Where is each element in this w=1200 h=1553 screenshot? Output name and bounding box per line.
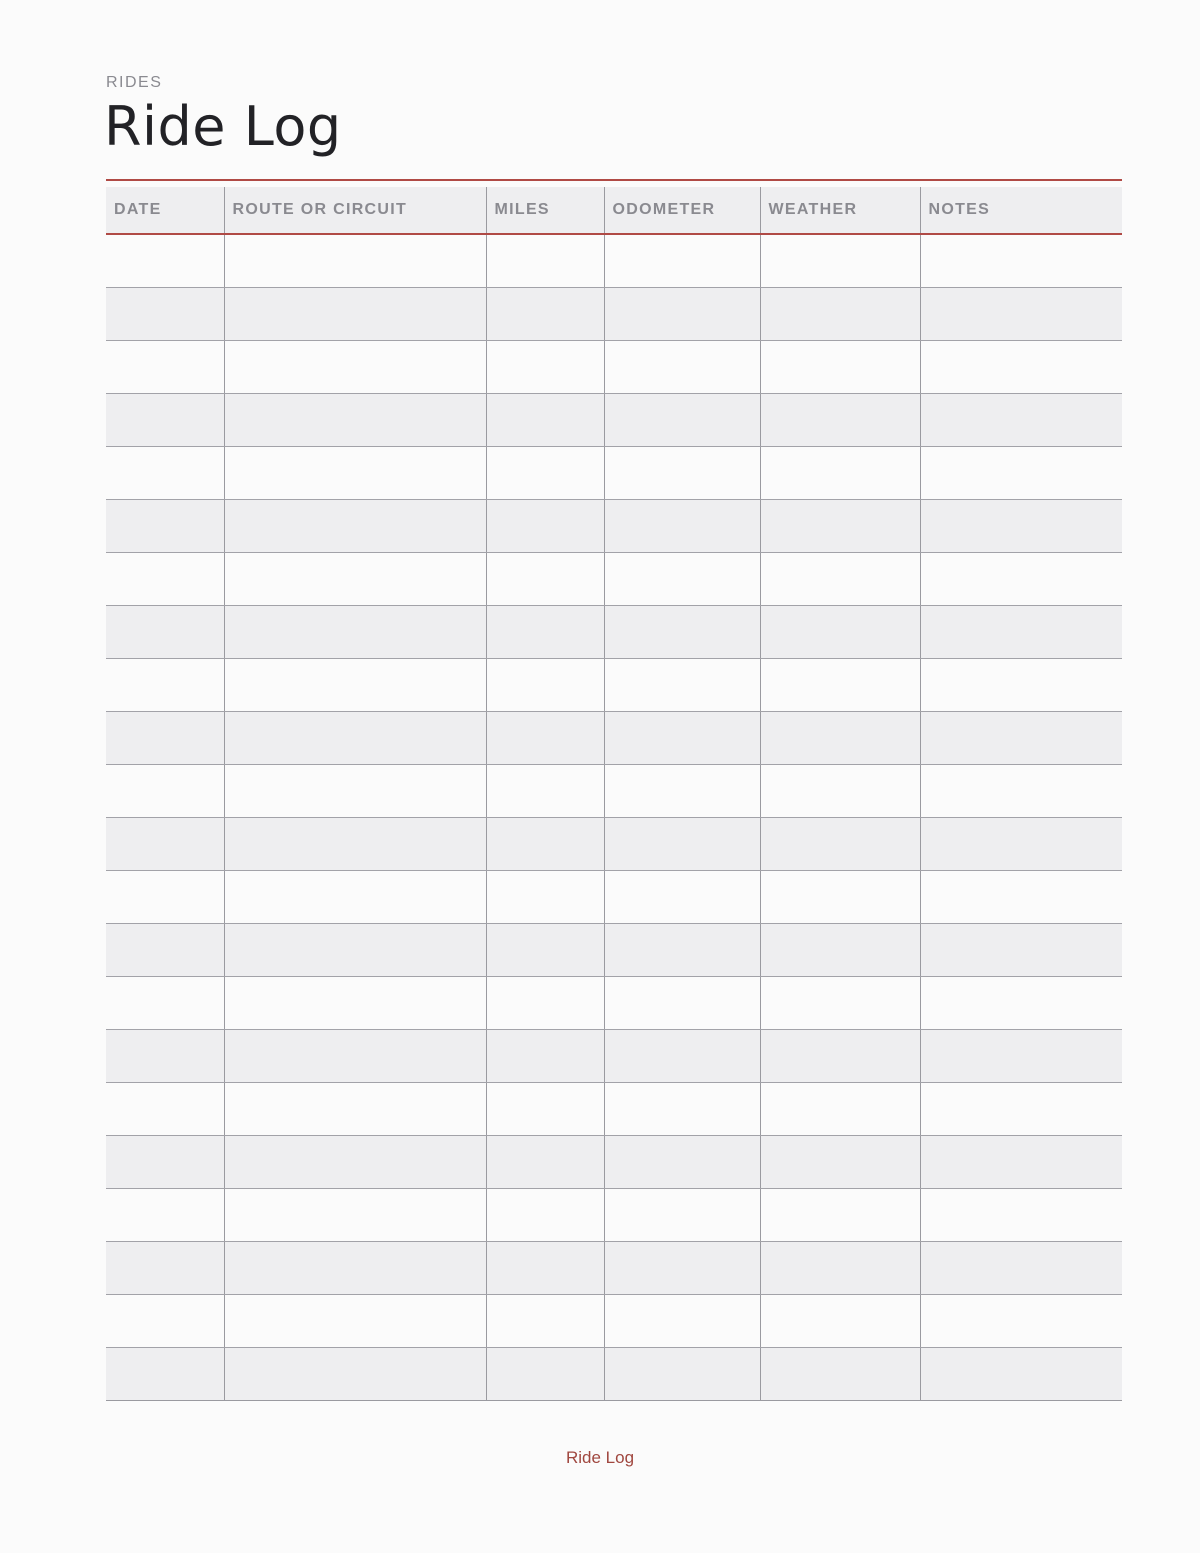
cell-date[interactable] <box>106 1083 224 1136</box>
cell-miles[interactable] <box>486 394 604 447</box>
cell-weather[interactable] <box>760 606 920 659</box>
cell-weather[interactable] <box>760 1348 920 1401</box>
cell-odometer[interactable] <box>604 1083 760 1136</box>
column-header-miles: MILES <box>486 187 604 234</box>
cell-odometer[interactable] <box>604 553 760 606</box>
cell-weather[interactable] <box>760 871 920 924</box>
cell-date[interactable] <box>106 818 224 871</box>
table-row <box>106 977 1122 1030</box>
cell-date[interactable] <box>106 1136 224 1189</box>
table-row <box>106 1348 1122 1401</box>
cell-weather[interactable] <box>760 288 920 341</box>
cell-odometer[interactable] <box>604 234 760 288</box>
cell-odometer[interactable] <box>604 1242 760 1295</box>
cell-route[interactable] <box>224 394 486 447</box>
cell-weather[interactable] <box>760 818 920 871</box>
cell-weather[interactable] <box>760 1136 920 1189</box>
cell-date[interactable] <box>106 500 224 553</box>
cell-odometer[interactable] <box>604 394 760 447</box>
cell-notes[interactable] <box>920 1083 1122 1136</box>
title-divider <box>106 179 1122 181</box>
cell-route[interactable] <box>224 234 486 288</box>
cell-weather[interactable] <box>760 553 920 606</box>
cell-date[interactable] <box>106 765 224 818</box>
table-row <box>106 1030 1122 1083</box>
cell-date[interactable] <box>106 924 224 977</box>
cell-notes[interactable] <box>920 500 1122 553</box>
cell-route[interactable] <box>224 924 486 977</box>
column-header-date: DATE <box>106 187 224 234</box>
cell-odometer[interactable] <box>604 1030 760 1083</box>
cell-miles[interactable] <box>486 1348 604 1401</box>
cell-date[interactable] <box>106 394 224 447</box>
cell-weather[interactable] <box>760 341 920 394</box>
table-row <box>106 871 1122 924</box>
cell-notes[interactable] <box>920 394 1122 447</box>
column-header-route: ROUTE OR CIRCUIT <box>224 187 486 234</box>
cell-route[interactable] <box>224 712 486 765</box>
table-row <box>106 606 1122 659</box>
cell-date[interactable] <box>106 977 224 1030</box>
table-row <box>106 1295 1122 1348</box>
cell-odometer[interactable] <box>604 818 760 871</box>
cell-route[interactable] <box>224 659 486 712</box>
cell-notes[interactable] <box>920 818 1122 871</box>
cell-notes[interactable] <box>920 1189 1122 1242</box>
cell-route[interactable] <box>224 1295 486 1348</box>
page-footer: Ride Log <box>565 1448 635 1467</box>
table-header-row <box>106 187 1122 234</box>
section-label: RIDES <box>106 74 163 91</box>
cell-miles[interactable] <box>486 500 604 553</box>
cell-miles[interactable] <box>486 1189 604 1242</box>
cell-miles[interactable] <box>486 447 604 500</box>
cell-miles[interactable] <box>486 924 604 977</box>
cell-miles[interactable] <box>486 659 604 712</box>
cell-route[interactable] <box>224 1189 486 1242</box>
cell-notes[interactable] <box>920 1242 1122 1295</box>
table-body <box>106 234 1122 1401</box>
table-row <box>106 394 1122 447</box>
cell-route[interactable] <box>224 341 486 394</box>
cell-odometer[interactable] <box>604 871 760 924</box>
cell-date[interactable] <box>106 1242 224 1295</box>
cell-miles[interactable] <box>486 977 604 1030</box>
cell-notes[interactable] <box>920 977 1122 1030</box>
cell-miles[interactable] <box>486 871 604 924</box>
table-row <box>106 818 1122 871</box>
cell-route[interactable] <box>224 553 486 606</box>
table-row <box>106 765 1122 818</box>
table-row <box>106 234 1122 288</box>
cell-weather[interactable] <box>760 394 920 447</box>
cell-notes[interactable] <box>920 712 1122 765</box>
cell-date[interactable] <box>106 341 224 394</box>
cell-miles[interactable] <box>486 765 604 818</box>
cell-notes[interactable] <box>920 553 1122 606</box>
cell-date[interactable] <box>106 234 224 288</box>
cell-miles[interactable] <box>486 1295 604 1348</box>
cell-weather[interactable] <box>760 659 920 712</box>
page-title: Ride Log <box>104 95 342 158</box>
cell-miles[interactable] <box>486 288 604 341</box>
cell-notes[interactable] <box>920 924 1122 977</box>
cell-weather[interactable] <box>760 1189 920 1242</box>
cell-odometer[interactable] <box>604 447 760 500</box>
cell-date[interactable] <box>106 1189 224 1242</box>
cell-route[interactable] <box>224 500 486 553</box>
cell-miles[interactable] <box>486 234 604 288</box>
cell-route[interactable] <box>224 1083 486 1136</box>
cell-route[interactable] <box>224 1030 486 1083</box>
cell-odometer[interactable] <box>604 606 760 659</box>
cell-notes[interactable] <box>920 871 1122 924</box>
cell-route[interactable] <box>224 1348 486 1401</box>
cell-miles[interactable] <box>486 1136 604 1189</box>
table-row <box>106 447 1122 500</box>
cell-odometer[interactable] <box>604 977 760 1030</box>
cell-notes[interactable] <box>920 1030 1122 1083</box>
cell-route[interactable] <box>224 447 486 500</box>
cell-route[interactable] <box>224 871 486 924</box>
cell-miles[interactable] <box>486 341 604 394</box>
cell-weather[interactable] <box>760 712 920 765</box>
table-row <box>106 553 1122 606</box>
cell-odometer[interactable] <box>604 500 760 553</box>
cell-notes[interactable] <box>920 1348 1122 1401</box>
cell-notes[interactable] <box>920 606 1122 659</box>
cell-miles[interactable] <box>486 606 604 659</box>
cell-route[interactable] <box>224 1136 486 1189</box>
table-row <box>106 1242 1122 1295</box>
cell-date[interactable] <box>106 659 224 712</box>
cell-date[interactable] <box>106 447 224 500</box>
cell-miles[interactable] <box>486 553 604 606</box>
cell-date[interactable] <box>106 606 224 659</box>
cell-route[interactable] <box>224 606 486 659</box>
table-row <box>106 712 1122 765</box>
column-header-weather: WEATHER <box>760 187 920 234</box>
ride-log-table <box>106 187 1122 1401</box>
column-header-odometer: ODOMETER <box>604 187 760 234</box>
cell-weather[interactable] <box>760 765 920 818</box>
cell-route[interactable] <box>224 818 486 871</box>
cell-weather[interactable] <box>760 1030 920 1083</box>
cell-weather[interactable] <box>760 500 920 553</box>
table-row <box>106 500 1122 553</box>
cell-date[interactable] <box>106 1295 224 1348</box>
cell-date[interactable] <box>106 553 224 606</box>
cell-notes[interactable] <box>920 288 1122 341</box>
cell-odometer[interactable] <box>604 659 760 712</box>
cell-weather[interactable] <box>760 1242 920 1295</box>
cell-route[interactable] <box>224 977 486 1030</box>
cell-odometer[interactable] <box>604 1136 760 1189</box>
cell-weather[interactable] <box>760 447 920 500</box>
cell-notes[interactable] <box>920 1136 1122 1189</box>
cell-notes[interactable] <box>920 234 1122 288</box>
cell-weather[interactable] <box>760 234 920 288</box>
cell-date[interactable] <box>106 1348 224 1401</box>
cell-miles[interactable] <box>486 1242 604 1295</box>
cell-date[interactable] <box>106 1030 224 1083</box>
cell-notes[interactable] <box>920 447 1122 500</box>
cell-miles[interactable] <box>486 712 604 765</box>
cell-route[interactable] <box>224 288 486 341</box>
cell-odometer[interactable] <box>604 1348 760 1401</box>
table-row <box>106 1083 1122 1136</box>
column-header-notes: NOTES <box>920 187 1122 234</box>
table-row <box>106 288 1122 341</box>
cell-odometer[interactable] <box>604 765 760 818</box>
cell-weather[interactable] <box>760 1295 920 1348</box>
cell-odometer[interactable] <box>604 341 760 394</box>
table-row <box>106 659 1122 712</box>
cell-miles[interactable] <box>486 1030 604 1083</box>
cell-date[interactable] <box>106 288 224 341</box>
cell-odometer[interactable] <box>604 924 760 977</box>
cell-odometer[interactable] <box>604 288 760 341</box>
cell-weather[interactable] <box>760 924 920 977</box>
cell-notes[interactable] <box>920 341 1122 394</box>
table-row <box>106 1189 1122 1242</box>
cell-miles[interactable] <box>486 1083 604 1136</box>
cell-odometer[interactable] <box>604 712 760 765</box>
table-row <box>106 924 1122 977</box>
cell-notes[interactable] <box>920 765 1122 818</box>
cell-route[interactable] <box>224 1242 486 1295</box>
cell-notes[interactable] <box>920 659 1122 712</box>
cell-weather[interactable] <box>760 1083 920 1136</box>
cell-date[interactable] <box>106 871 224 924</box>
cell-route[interactable] <box>224 765 486 818</box>
cell-odometer[interactable] <box>604 1189 760 1242</box>
cell-miles[interactable] <box>486 818 604 871</box>
cell-weather[interactable] <box>760 977 920 1030</box>
cell-date[interactable] <box>106 712 224 765</box>
cell-odometer[interactable] <box>604 1295 760 1348</box>
table-row <box>106 1136 1122 1189</box>
cell-notes[interactable] <box>920 1295 1122 1348</box>
table-row <box>106 341 1122 394</box>
